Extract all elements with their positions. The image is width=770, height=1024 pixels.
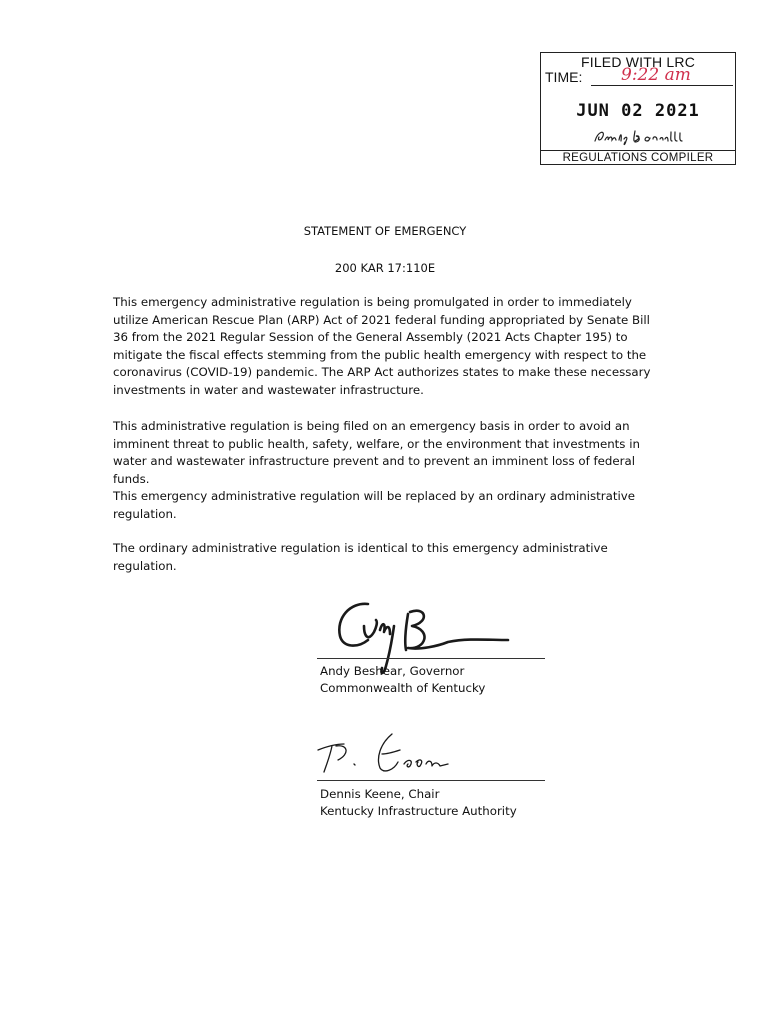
stamp-time-label: TIME: — [545, 69, 583, 85]
stamp-title: FILED WITH LRC — [580, 54, 696, 70]
governor-signature-block — [320, 663, 485, 697]
stamp-footer: REGULATIONS COMPILER — [541, 150, 735, 164]
stamp-time-row — [545, 65, 733, 88]
paragraph-purpose: This emergency administrative regulation is being promulgated in order to immediately utilize American Rescue Plan (ARP) Act of 2021 federal funding appropriated by Senate Bill 36 from the 2021 Regular Session of the General Assembly (2021 Acts Chapter 195) to mitigate the fiscal effects stemming from the public health emergency with respect to the coronavirus (COVID-19) pandemic. The ARP Act authorizes states to make these necessary investments in water and wastewater infrastructure. — [113, 295, 651, 397]
lrc-filing-stamp — [540, 52, 736, 165]
document-title: STATEMENT OF EMERGENCY — [303, 224, 467, 238]
paragraph-replacement: This emergency administrative regulation will be replaced by an ordinary administrative regulation. — [113, 489, 635, 521]
stamp-date: JUN 02 2021 — [576, 101, 700, 121]
stamp-time-value: 9:22 am — [621, 65, 691, 85]
chair-signature-line — [317, 780, 545, 781]
chair-signature-block — [320, 786, 517, 820]
regulation-id: 200 KAR 17:110E — [334, 261, 436, 275]
paragraph-identical: The ordinary administrative regulation is identical to this emergency administrative regulation. — [113, 541, 608, 573]
governor-organization: Commonwealth of Kentucky — [320, 681, 486, 695]
chair-organization: Kentucky Infrastructure Authority — [320, 804, 517, 818]
governor-name-title: Andy Beshear, Governor — [320, 664, 465, 678]
chair-signature — [314, 730, 494, 780]
stamp-time-underline — [591, 85, 733, 86]
chair-name-title: Dennis Keene, Chair — [320, 787, 440, 801]
compiler-signature — [593, 127, 685, 147]
paragraph-emergency-basis: This administrative regulation is being filed on an emergency basis in order to avoid an imminent threat to public health, safety, welfare, or the environment that investments in water and wastewater infrastructure prevent and to prevent an imminent loss of federal funds. — [113, 419, 640, 486]
governor-signature-line — [317, 658, 545, 659]
